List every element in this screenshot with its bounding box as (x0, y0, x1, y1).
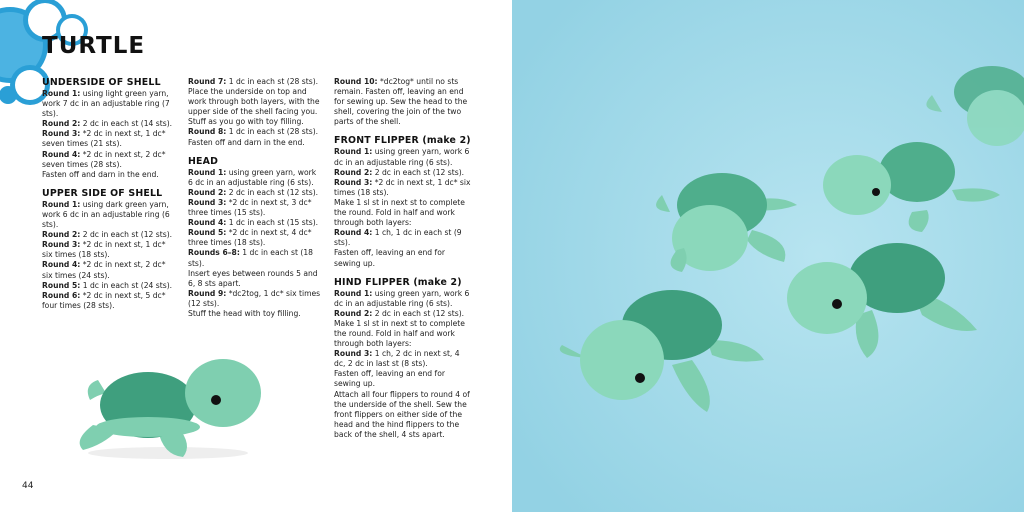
instruction-line (42, 89, 177, 119)
instruction-text: 1 dc in each st (15 sts). (226, 218, 319, 228)
instruction-line (42, 281, 177, 291)
instruction-line (42, 170, 177, 180)
instruction-text: using green yarn, work 6 dc in an adjustable ring (6 sts). (334, 147, 470, 167)
instruction-text: *2 dc in next st, 2 dc* six times (24 sts). (42, 260, 166, 280)
instruction-line (42, 200, 177, 230)
turtles-photo (512, 0, 1024, 512)
instruction-text: *2 dc in next st, 2 dc* seven times (28 sts). (42, 149, 166, 169)
instruction-text: *2 dc in next st, 1 dc* six times (18 sts). (42, 240, 166, 260)
instruction-line (42, 129, 177, 149)
section-heading: HEAD (188, 155, 219, 167)
instruction-text: 1 dc in each st (28 sts). Place the underside on top and work through both layers, with the upper side of the shell facing you. Stuff as you go with toy filling. (188, 77, 320, 127)
round-label: Round 3: (334, 177, 373, 187)
instruction-text: *2 dc in next st, 1 dc* six times (18 sts). (334, 177, 471, 197)
instruction-line (334, 178, 471, 198)
instruction-line (334, 228, 471, 248)
round-label: Round 7: (188, 77, 227, 86)
round-label: Round 3: (42, 129, 81, 139)
instruction-text: 1 ch, 1 dc in each st (9 sts). (334, 228, 462, 248)
round-label: Round 4: (188, 218, 227, 228)
round-label: Round 1: (42, 89, 81, 98)
instruction-line (188, 188, 323, 198)
instruction-text: *2 dc in next st, 4 dc* three times (18 sts). (188, 228, 312, 248)
instruction-text: 2 dc in each st (12 sts). (226, 187, 319, 197)
section-gap (334, 269, 471, 277)
instruction-text: *dc2tog* until no sts remain. Fasten off, leaving an end for sewing up. Sew the head to the shell, covering the join of the two parts of the shell. (334, 77, 468, 127)
instruction-line (334, 369, 471, 389)
section-heading: UPPER SIDE OF SHELL (42, 187, 163, 199)
instruction-line (334, 198, 471, 228)
instruction-text: using dark green yarn, work 6 dc in an adjustable ring (6 sts). (42, 199, 170, 230)
instruction-text: Attach all four flippers to round 4 of the underside of the shell. Sew the front flippers on either side of the head and the hind flippers to the back of the shell, 4 sts apart. (334, 389, 470, 439)
round-label: Round 9: (188, 288, 227, 298)
round-label: Round 4: (334, 228, 373, 238)
instruction-text: 1 dc in each st (24 sts). (80, 280, 173, 290)
instruction-text: Fasten off, leaving an end for sewing up. (334, 248, 445, 268)
round-label: Round 1: (334, 147, 373, 157)
pattern-column-2 (188, 77, 323, 319)
round-label: Round 6: (42, 290, 81, 300)
instruction-line (188, 289, 323, 309)
round-label: Round 2: (334, 167, 373, 177)
round-label: Round 2: (188, 187, 227, 197)
instruction-line (188, 309, 323, 319)
section-gap (334, 127, 471, 135)
instruction-text: *2 dc in next st, 3 dc* three times (15 sts). (188, 197, 312, 218)
instruction-text: Stuff the head with toy filling. (188, 308, 301, 318)
right-page-photo (512, 0, 1024, 512)
instruction-line (42, 119, 177, 129)
instruction-text: 1 dc in each st (18 sts). (188, 248, 313, 268)
instruction-line (334, 77, 471, 127)
section-heading: UNDERSIDE OF SHELL (42, 77, 161, 88)
instruction-text: 2 dc in each st (12 sts). (80, 230, 173, 240)
instruction-line (42, 240, 177, 260)
round-label: Round 1: (334, 288, 373, 298)
page-title: TURTLE (42, 33, 146, 59)
instruction-text: Insert eyes between rounds 5 and 6, 8 sts apart. (188, 268, 318, 288)
instruction-line (188, 77, 323, 127)
page-number: 44 (22, 481, 34, 491)
round-label: Round 4: (42, 149, 81, 159)
section-heading: HIND FLIPPER (make 2) (334, 276, 462, 288)
instruction-text: *2 dc in next st, 5 dc* four times (28 sts). (42, 290, 166, 310)
round-label: Round 3: (42, 240, 81, 250)
round-label: Round 2: (42, 119, 81, 129)
instruction-line (42, 291, 177, 311)
instruction-line (334, 349, 471, 369)
instruction-line (42, 230, 177, 240)
section-gap (188, 148, 323, 156)
instruction-line (334, 319, 471, 349)
instruction-line (188, 127, 323, 147)
instruction-line (334, 248, 471, 268)
instruction-line (334, 147, 471, 167)
round-label: Round 2: (334, 308, 373, 318)
pattern-column-1 (42, 77, 177, 311)
instruction-line (42, 260, 177, 280)
instruction-text: Make 1 sl st in next st to complete the round. Fold in half and work through both layers: (334, 318, 465, 349)
instruction-text: 2 dc in each st (14 sts). (80, 119, 173, 129)
instruction-line (334, 390, 471, 440)
instruction-line (188, 198, 323, 218)
instruction-text: using green yarn, work 6 dc in an adjustable ring (6 sts). (188, 167, 317, 187)
instruction-text: Make 1 sl st in next st to complete the round. Fold in half and work through both layers: (334, 197, 465, 228)
round-label: Round 2: (42, 230, 81, 240)
section-heading: FRONT FLIPPER (make 2) (334, 135, 471, 147)
instruction-line (334, 309, 471, 319)
round-label: Round 3: (188, 197, 227, 207)
instruction-line (334, 289, 471, 309)
round-label: Round 5: (42, 280, 81, 290)
pattern-column-3 (334, 77, 471, 440)
instruction-text: 2 dc in each st (12 sts). (372, 167, 465, 177)
instruction-text: using green yarn, work 6 dc in an adjustable ring (6 sts). (334, 288, 470, 308)
round-label: Round 4: (42, 260, 81, 270)
instruction-text: 1 dc in each st (28 sts). Fasten off and darn in the end. (188, 127, 319, 147)
instruction-text: Fasten off and darn in the end. (42, 169, 159, 179)
instruction-line (188, 218, 323, 228)
round-label: Rounds 6–8: (188, 248, 240, 258)
round-label: Round 1: (188, 167, 227, 177)
instruction-text: *dc2tog, 1 dc* six times (12 sts). (188, 288, 321, 308)
instruction-line (42, 150, 177, 170)
instruction-text: 1 ch, 2 dc in next st, 4 dc, 2 dc in last st (8 sts). (334, 349, 460, 369)
turtle-photo-small (68, 345, 268, 465)
instruction-line (334, 168, 471, 178)
instruction-text: *2 dc in next st, 1 dc* seven times (21 sts). (42, 129, 166, 149)
round-label: Round 3: (334, 349, 373, 359)
instruction-text: 2 dc in each st (12 sts). (372, 308, 465, 318)
instruction-line (188, 248, 323, 268)
instruction-line (188, 228, 323, 248)
instruction-line (188, 168, 323, 188)
round-label: Round 5: (188, 228, 227, 238)
instruction-text: Fasten off, leaving an end for sewing up. (334, 369, 445, 389)
round-label: Round 10: (334, 77, 378, 86)
instruction-line (188, 269, 323, 289)
round-label: Round 8: (188, 127, 227, 137)
section-gap (42, 180, 177, 188)
instruction-text: using light green yarn, work 7 dc in an adjustable ring (7 sts). (42, 89, 170, 119)
round-label: Round 1: (42, 199, 81, 209)
